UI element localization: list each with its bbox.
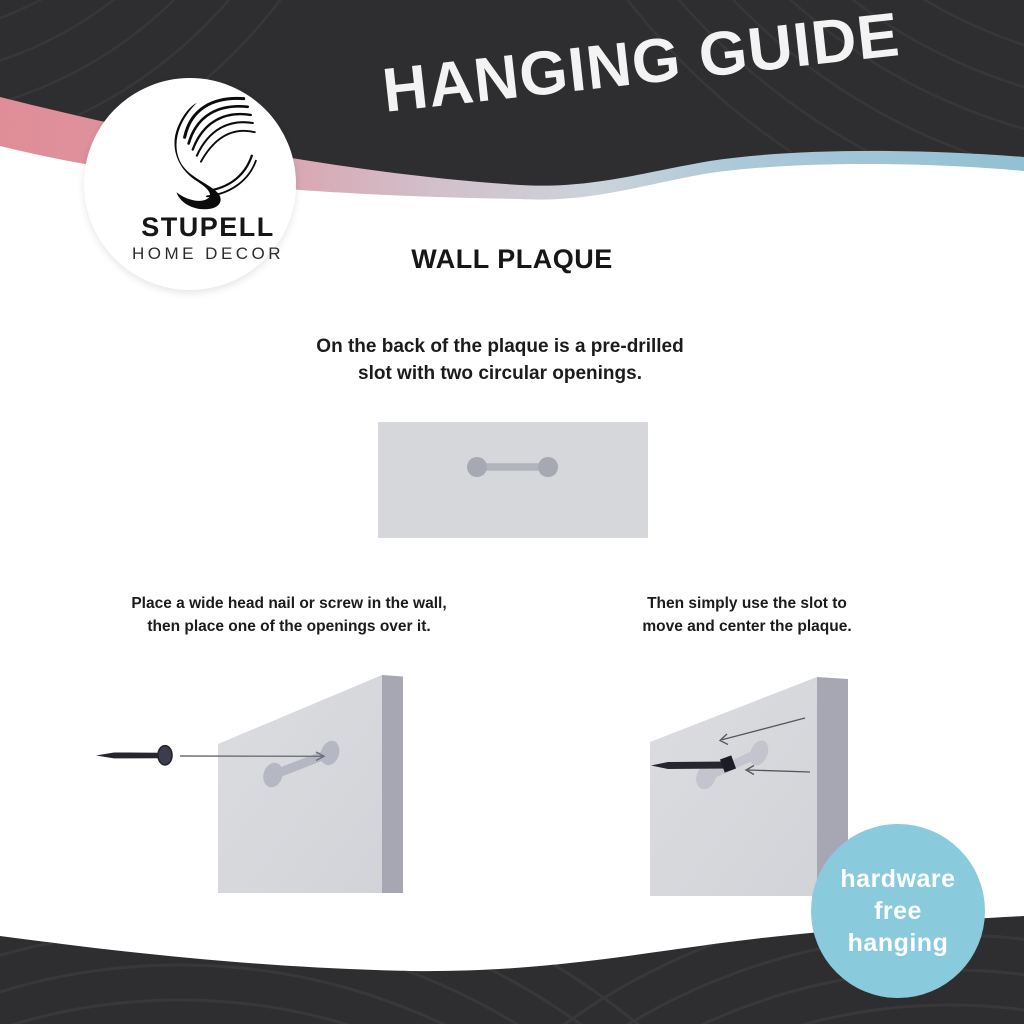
page-title: HANGING GUIDE: [379, 0, 904, 126]
step2-caption-line2: move and center the plaque.: [642, 617, 852, 635]
brand-tagline: HOME DECOR: [131, 244, 285, 263]
step2-caption: [547, 593, 947, 638]
plaque-face: [218, 675, 382, 893]
step1-caption: [89, 593, 489, 638]
badge-line1: hardware: [840, 865, 956, 893]
plaque-face: [650, 677, 817, 896]
stupell-s-swirl-icon: [150, 84, 262, 212]
product-heading: WALL PLAQUE: [411, 244, 613, 274]
intro-line2: slot with two circular openings.: [358, 363, 642, 384]
intro-line1: On the back of the plaque is a pre-drilled: [316, 336, 684, 357]
step1-illustration: [80, 660, 420, 910]
hardware-free-badge: [811, 824, 985, 998]
brand-name: STUPELL: [141, 212, 275, 242]
step2-caption-line1: Then simply use the slot to: [647, 595, 847, 612]
step1-caption-line2: then place one of the openings over it.: [147, 617, 431, 635]
intro-text: [200, 333, 800, 387]
badge-line3: hanging: [847, 929, 949, 957]
plaque-back-diagram: [378, 422, 648, 538]
step1-caption-line1: Place a wide head nail or screw in the wall,: [131, 595, 447, 612]
plaque-back-panel: [378, 422, 648, 538]
nail-icon: [96, 746, 172, 765]
badge-line2: free: [874, 897, 922, 925]
plaque-side-edge: [382, 675, 403, 893]
